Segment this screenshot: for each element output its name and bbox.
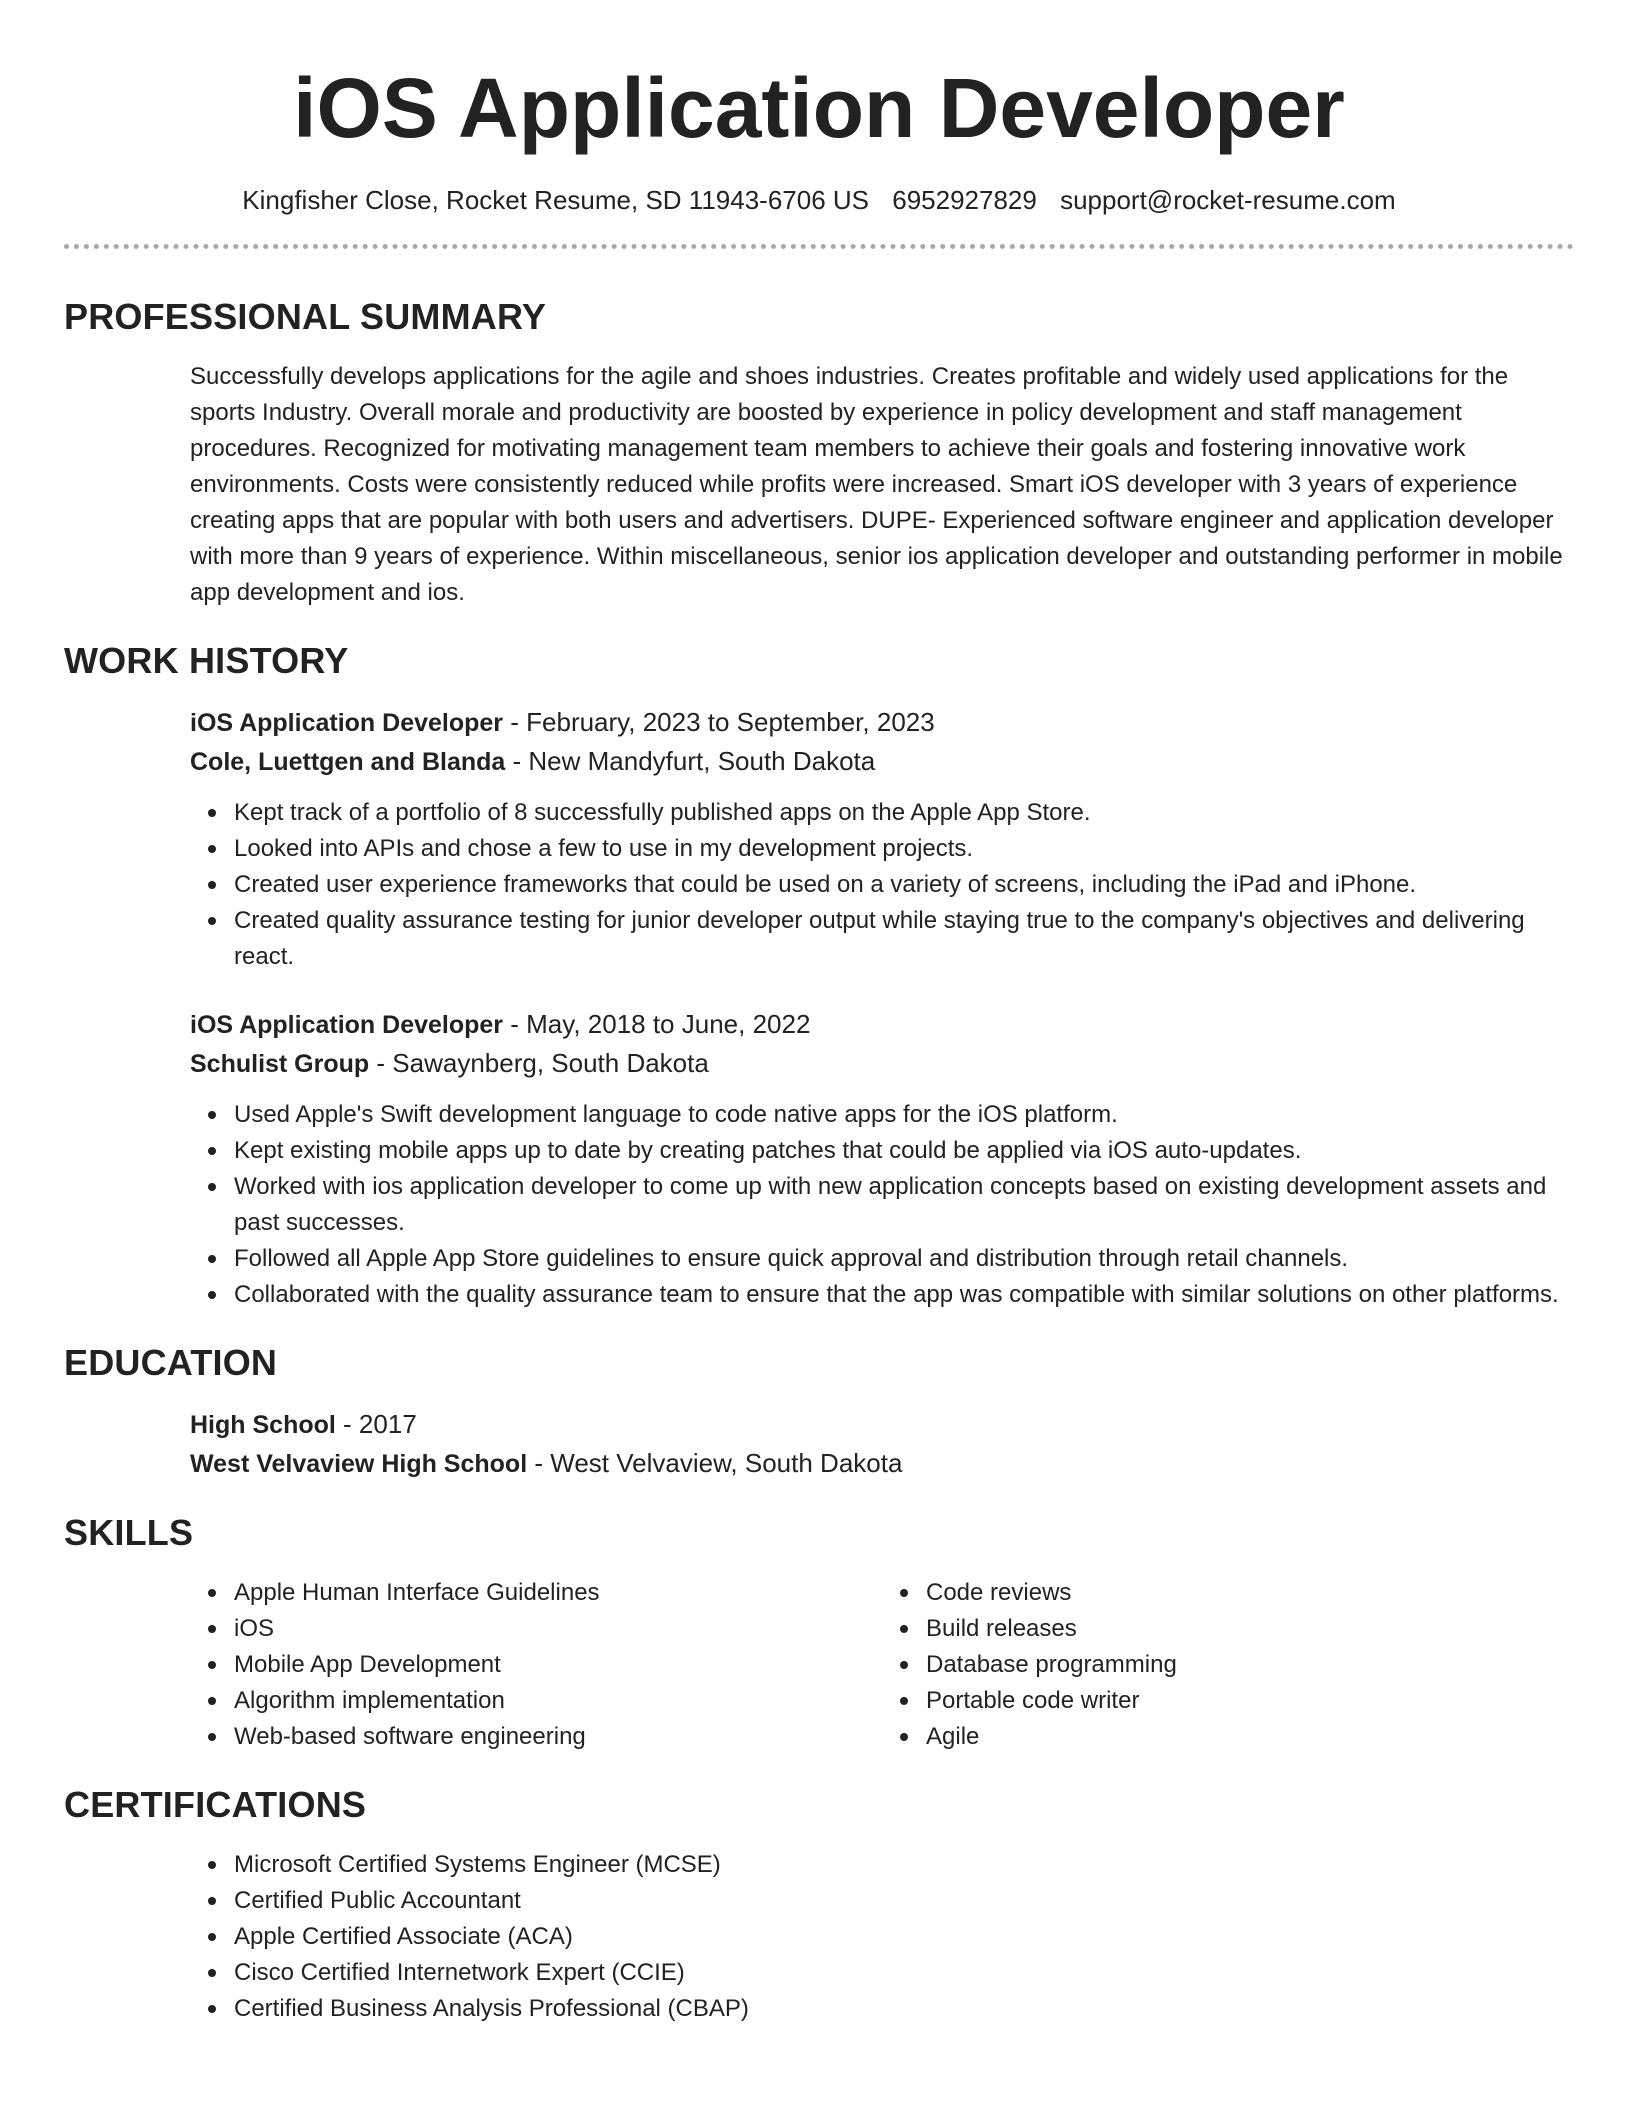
skills-body [190, 1575, 1574, 1755]
education-school-line [190, 1444, 1574, 1483]
skill-item: Mobile App Development [234, 1647, 882, 1683]
skill-item: Build releases [926, 1611, 1574, 1647]
job-company-line [190, 742, 1574, 781]
job-role-line [190, 1005, 1574, 1044]
certification-item: Microsoft Certified Systems Engineer (MCSE) [234, 1847, 1574, 1883]
certification-item: Cisco Certified Internetwork Expert (CCIE) [234, 1955, 1574, 1991]
job-entry [190, 1005, 1574, 1313]
contact-phone: 6952927829 [892, 185, 1037, 215]
contact-line [64, 182, 1574, 218]
job-dates: - February, 2023 to September, 2023 [503, 707, 935, 737]
skills-title: SKILLS [64, 1512, 194, 1553]
certification-item: Apple Certified Associate (ACA) [234, 1919, 1574, 1955]
list-item: Created user experience frameworks that could be used on a variety of screens, including the iPad and iPhone. [234, 867, 1574, 903]
summary-title: PROFESSIONAL SUMMARY [64, 296, 547, 337]
list-item: Kept existing mobile apps up to date by creating patches that could be applied via iOS auto-updates. [234, 1133, 1574, 1169]
job-location: - New Mandyfurt, South Dakota [505, 746, 876, 776]
job-company-line [190, 1044, 1574, 1083]
skill-item: Code reviews [926, 1575, 1574, 1611]
education-degree: High School [190, 1411, 336, 1439]
summary-text: Successfully develops applications for the agile and shoes industries. Creates profitable and widely used applications for the sports Industry. Overall morale and productivity are boosted by experience in policy development and staff management procedures. Recognized for motivating management team members to achieve their goals and fostering innovative work environments. Costs were consistently reduced while profits were increased. Smart iOS developer with 3 years of experience creating apps that are popular with both users and advertisers. DUPE- Experienced software engineer and application developer with more than 9 years of experience. Within miscellaneous, senior ios application developer and outstanding performer in mobile app development and ios. [190, 363, 1563, 606]
education-title: EDUCATION [64, 1342, 278, 1383]
certifications-list [190, 1847, 1574, 2027]
candidate-name: iOS Application Developer [293, 61, 1345, 155]
education-location: - West Velvaview, South Dakota [527, 1448, 903, 1478]
list-item: Followed all Apple App Store guidelines to ensure quick approval and distribution through retail channels. [234, 1241, 1574, 1277]
skills-section [64, 1511, 1574, 1755]
resume-page [64, 0, 1574, 2027]
job-company: Cole, Luettgen and Blanda [190, 748, 506, 776]
skill-item: Algorithm implementation [234, 1683, 882, 1719]
skill-item: Portable code writer [926, 1683, 1574, 1719]
header-divider [64, 244, 1574, 249]
list-item: Created quality assurance testing for junior developer output while staying true to the company's objectives and delivering react. [234, 903, 1574, 975]
certifications-section [64, 1783, 1574, 2027]
job-bullets [190, 1097, 1574, 1313]
list-item: Used Apple's Swift development language to code native apps for the iOS platform. [234, 1097, 1574, 1133]
job-role: iOS Application Developer [190, 709, 504, 737]
skills-column-left [190, 1575, 882, 1755]
skill-item: Apple Human Interface Guidelines [234, 1575, 882, 1611]
list-item: Kept track of a portfolio of 8 successfully published apps on the Apple App Store. [234, 795, 1574, 831]
certifications-title: CERTIFICATIONS [64, 1784, 367, 1825]
education-year: - 2017 [335, 1409, 417, 1439]
job-location: - Sawaynberg, South Dakota [369, 1048, 709, 1078]
education-degree-line [190, 1405, 1574, 1444]
skill-item: Agile [926, 1719, 1574, 1755]
education-school: West Velvaview High School [190, 1450, 528, 1478]
skills-column-right [882, 1575, 1574, 1755]
skill-item: iOS [234, 1611, 882, 1647]
job-role-line [190, 703, 1574, 742]
summary-section [64, 295, 1574, 611]
skill-item: Database programming [926, 1647, 1574, 1683]
certification-item: Certified Business Analysis Professional (CBAP) [234, 1991, 1574, 2027]
skill-item: Web-based software engineering [234, 1719, 882, 1755]
job-bullets [190, 795, 1574, 975]
list-item: Looked into APIs and chose a few to use in my development projects. [234, 831, 1574, 867]
list-item: Worked with ios application developer to come up with new application concepts based on existing development assets and past successes. [234, 1169, 1574, 1241]
certifications-body [190, 1847, 1574, 2027]
job-dates: - May, 2018 to June, 2022 [503, 1009, 811, 1039]
contact-address: Kingfisher Close, Rocket Resume, SD 11943-6706 US [242, 185, 869, 215]
job-role: iOS Application Developer [190, 1011, 504, 1039]
education-section [64, 1341, 1574, 1483]
summary-body [190, 359, 1574, 611]
certification-item: Certified Public Accountant [234, 1883, 1574, 1919]
work-section [64, 639, 1574, 1313]
work-body [190, 703, 1574, 1313]
education-body [190, 1405, 1574, 1483]
work-title: WORK HISTORY [64, 640, 349, 681]
job-company: Schulist Group [190, 1050, 370, 1078]
list-item: Collaborated with the quality assurance team to ensure that the app was compatible with similar solutions on other platforms. [234, 1277, 1574, 1313]
contact-email: support@rocket-resume.com [1060, 185, 1396, 215]
job-entry [190, 703, 1574, 975]
